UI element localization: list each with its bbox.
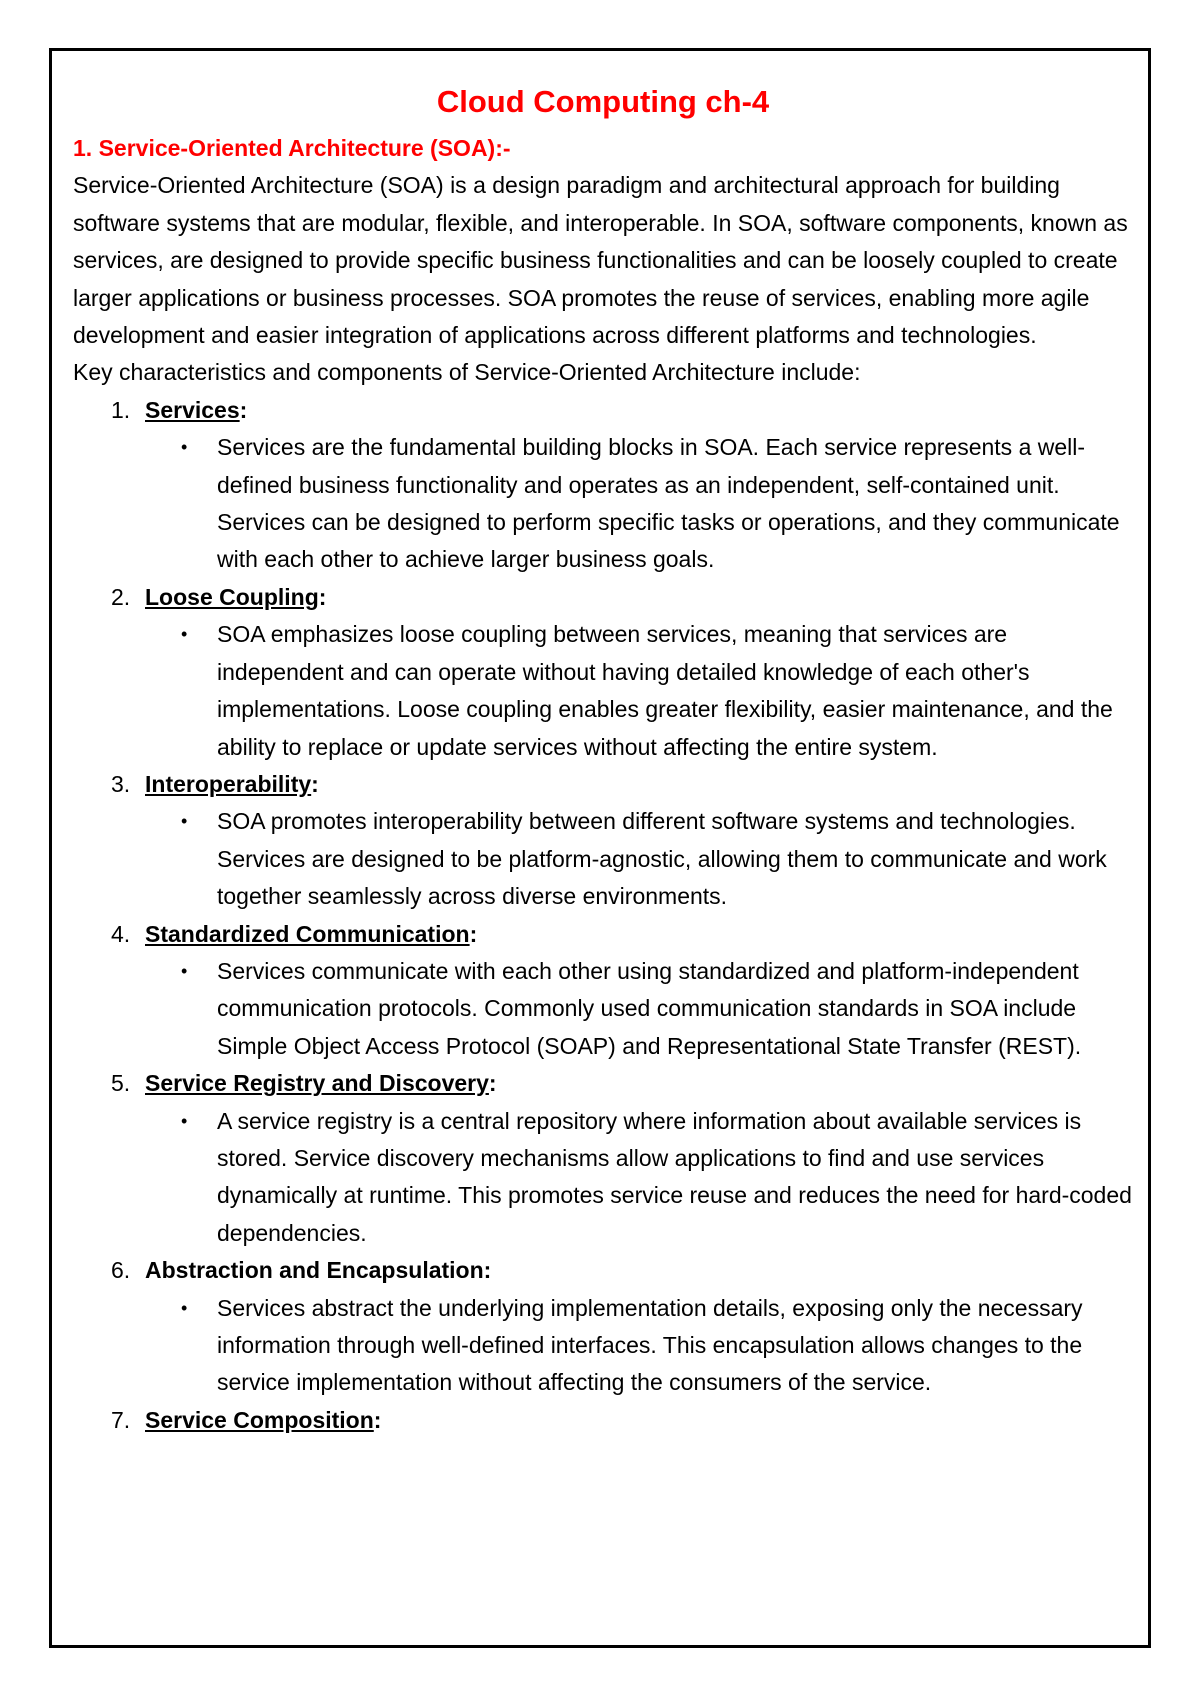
bullet-icon: • (181, 437, 188, 458)
list-item (73, 1252, 1133, 1402)
bullet-list (145, 803, 1133, 915)
list-item (73, 1402, 1133, 1439)
bullet-icon: • (181, 624, 188, 645)
characteristics-list (73, 392, 1133, 1439)
item-number: 7. (111, 1406, 131, 1433)
item-title (145, 579, 1133, 616)
bullet-text: A service registry is a central repository where information about available services is stored. Service discovery mechanisms allow applications to find and use services dynamically at runtime. This promotes service reuse and reduces the need for hard-coded dependencies. (217, 1107, 1132, 1246)
bullet-text: SOA promotes interoperability between different software systems and technologies. Services are designed to be platform-agnostic, allowing them to communicate and work together seamlessly across diverse environments. (217, 808, 1107, 910)
bullet-list (145, 429, 1133, 579)
document-body (73, 70, 1133, 1439)
bullet-text: Services communicate with each other using standardized and platform-independent communication protocols. Commonly used communication standards in SOA include Simple Object Access Protocol (SOAP) and Representational State Transfer (REST). (217, 957, 1082, 1059)
list-item (73, 579, 1133, 766)
item-title (145, 916, 1133, 953)
item-title-text: Services (145, 396, 240, 423)
item-number: 5. (111, 1070, 131, 1097)
item-title (145, 1065, 1133, 1102)
bullet-item (145, 1290, 1133, 1402)
item-title-suffix: : (318, 583, 327, 610)
item-number: 2. (111, 583, 131, 610)
item-title-suffix: : (469, 920, 478, 947)
bullet-icon: • (181, 1110, 188, 1131)
document-title: Cloud Computing ch-4 (436, 84, 770, 119)
section-heading: 1. Service-Oriented Architecture (SOA):- (73, 135, 511, 161)
item-title-text: Service Composition (145, 1406, 374, 1433)
item-title-text: Standardized Communication (145, 920, 470, 947)
bullet-list (145, 1103, 1133, 1253)
bullet-list (145, 616, 1133, 766)
intro-paragraph: Service-Oriented Architecture (SOA) is a design paradigm and architectural approach for building software systems that are modular, flexible, and interoperable. In SOA, software components, known as services, are designed to provide specific business functionalities and can be loosely coupled to create larger applications or business processes. SOA promotes the reuse of services, enabling more agile development and easier integration of applications across different platforms and technologies. (73, 172, 1128, 349)
bullet-item (145, 953, 1133, 1065)
item-title-suffix: : (311, 770, 319, 797)
lead-sentence: Key characteristics and components of Service-Oriented Architecture include: (73, 359, 861, 386)
list-item (73, 392, 1133, 579)
bullet-item (145, 616, 1133, 766)
bullet-icon: • (181, 1297, 188, 1318)
bullet-item (145, 803, 1133, 915)
bullet-list (145, 1290, 1133, 1402)
item-number: 6. (111, 1257, 131, 1284)
item-title-suffix: : (373, 1406, 382, 1433)
bullet-item (145, 429, 1133, 579)
item-title-suffix: : (488, 1070, 497, 1097)
bullet-item (145, 1103, 1133, 1253)
item-title-suffix: : (239, 396, 248, 423)
item-title (145, 1252, 1133, 1289)
item-title-text: Loose Coupling (145, 583, 319, 610)
bullet-text: Services abstract the underlying implementation details, exposing only the necessary information through well-defined interfaces. This encapsulation allows changes to the service implementation without affecting the consumers of the service. (217, 1294, 1083, 1396)
item-title (145, 1402, 1133, 1439)
bullet-text: Services are the fundamental building blocks in SOA. Each service represents a well-defined business functionality and operates as an independent, self-contained unit. Services can be designed to perform specific tasks or operations, and they communicate with each other to achieve larger business goals. (217, 434, 1120, 573)
list-item (73, 766, 1133, 916)
list-item (73, 916, 1133, 1066)
item-title-text: Service Registry and Discovery (145, 1070, 489, 1097)
item-title-text: Abstraction and Encapsulation: (145, 1257, 492, 1284)
item-title (145, 766, 1133, 803)
item-number: 4. (111, 920, 131, 947)
item-title-text: Interoperability (145, 770, 312, 797)
bullet-icon: • (181, 960, 188, 981)
bullet-text: SOA emphasizes loose coupling between services, meaning that services are independent and can operate without having detailed knowledge of each other's implementations. Loose coupling enables greater flexibility, easier maintenance, and the ability to replace or update services without affecting the entire system. (217, 621, 1113, 760)
item-number: 1. (111, 396, 131, 423)
bullet-list (145, 953, 1133, 1065)
list-item (73, 1065, 1133, 1252)
item-title (145, 392, 1133, 429)
bullet-icon: • (181, 811, 188, 832)
item-number: 3. (111, 770, 131, 797)
